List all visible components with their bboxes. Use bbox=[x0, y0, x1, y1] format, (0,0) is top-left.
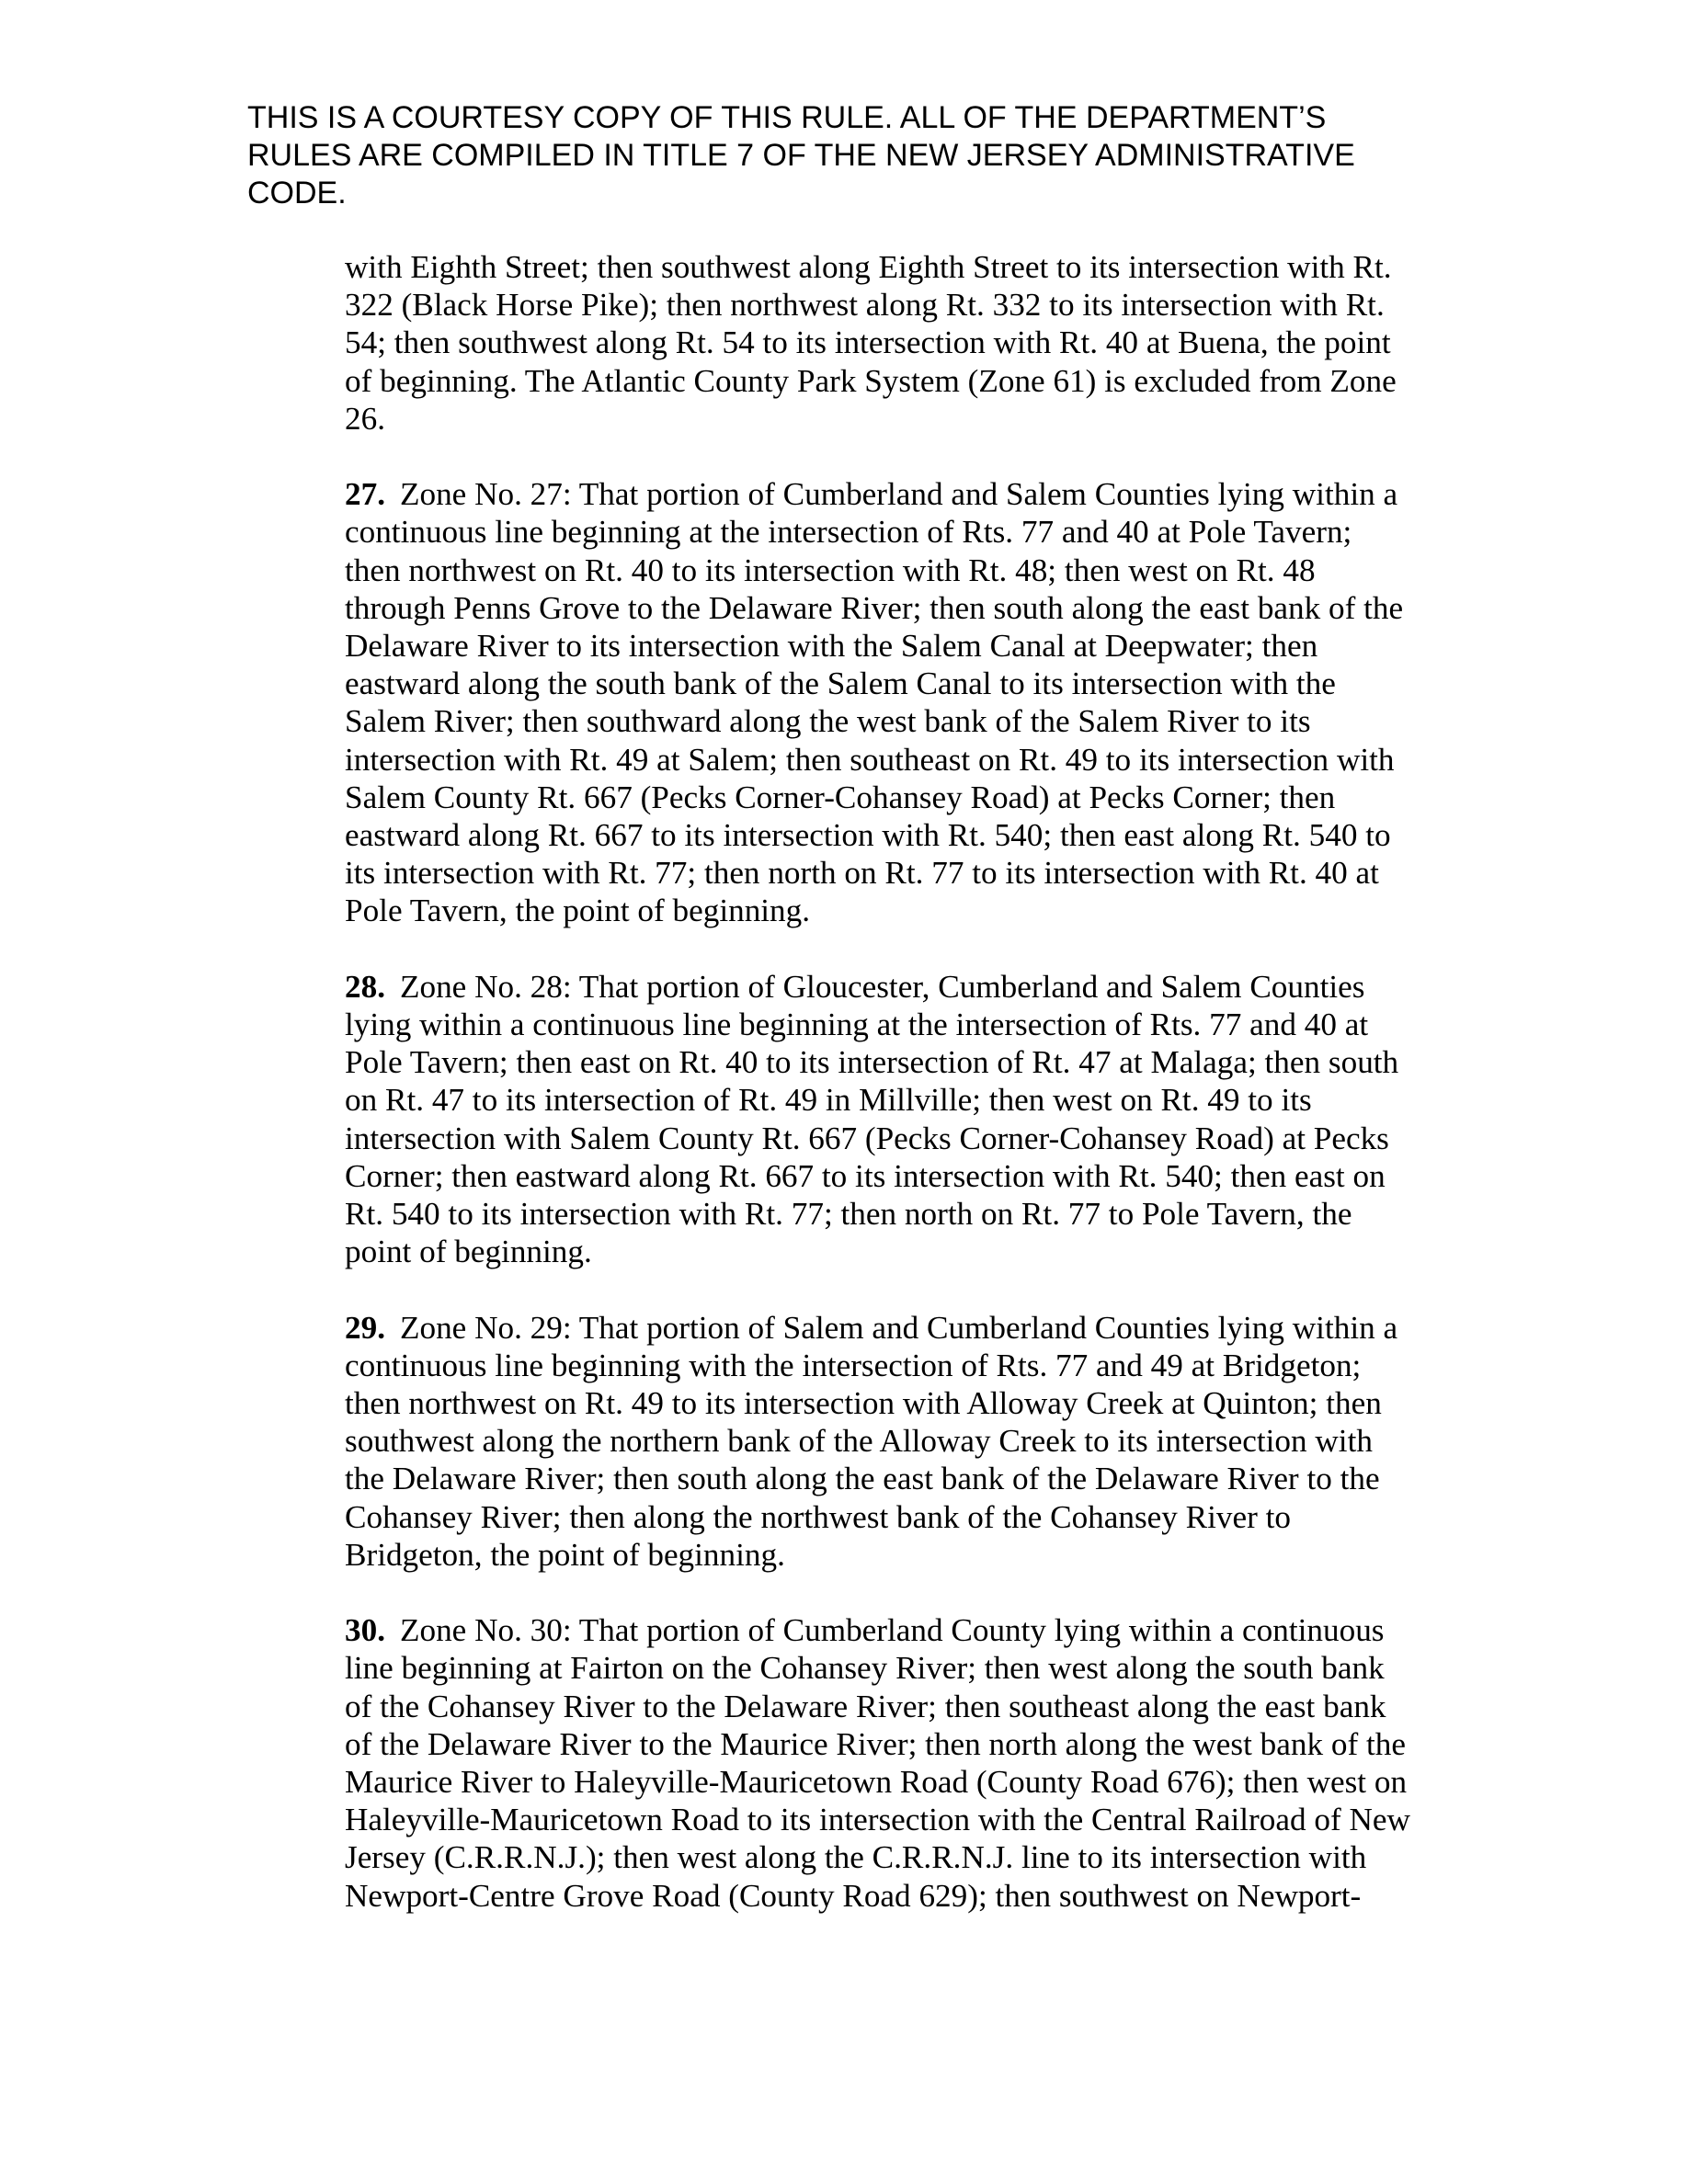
zone-29-paragraph bbox=[345, 1309, 1434, 1574]
header-line: THIS IS A COURTESY COPY OF THIS RULE. ALL OF THE DEPARTMENT’S bbox=[247, 100, 1327, 135]
text-line: line beginning at Fairton on the Cohansey River; then west along the south bank bbox=[345, 1650, 1385, 1687]
text-line bbox=[345, 1611, 1434, 1649]
text-line: through Penns Grove to the Delaware River; then south along the east bank of the bbox=[345, 589, 1404, 626]
text-line bbox=[345, 1309, 1434, 1347]
rule-body bbox=[345, 248, 1434, 1952]
courtesy-notice-header bbox=[247, 99, 1443, 212]
text-line: Maurice River to Haleyville-Mauricetown Road (County Road 676); then west on bbox=[345, 1764, 1408, 1801]
text-line bbox=[345, 475, 1434, 513]
text-line: Salem County Rt. 667 (Pecks Corner-Cohansey Road) at Pecks Corner; then bbox=[345, 779, 1336, 815]
text-line bbox=[345, 968, 1434, 1006]
text-line: Bridgeton, the point of beginning. bbox=[345, 1536, 785, 1573]
text-line: of the Cohansey River to the Delaware River; then southeast along the east bank bbox=[345, 1688, 1386, 1724]
text-line: continuous line beginning at the intersection of Rts. 77 and 40 at Pole Tavern; bbox=[345, 514, 1352, 551]
text-line: then northwest on Rt. 49 to its intersection with Alloway Creek at Quinton; then bbox=[345, 1385, 1382, 1422]
text-line: its intersection with Rt. 77; then north on Rt. 77 to its intersection with Rt. 40 at bbox=[345, 855, 1379, 892]
text-line: southwest along the northern bank of the Alloway Creek to its intersection with bbox=[345, 1423, 1373, 1460]
paragraph-number: 29. bbox=[345, 1309, 385, 1346]
text-line: Corner; then eastward along Rt. 667 to its intersection with Rt. 540; then east on bbox=[345, 1157, 1386, 1194]
header-line: RULES ARE COMPILED IN TITLE 7 OF THE NEW JERSEY ADMINISTRATIVE bbox=[247, 138, 1355, 173]
text-segment: Zone No. 28: That portion of Gloucester, Cumberland and Salem Counties bbox=[399, 968, 1365, 1005]
zone-28-paragraph bbox=[345, 968, 1434, 1271]
text-line: Pole Tavern; then east on Rt. 40 to its intersection of Rt. 47 at Malaga; then south bbox=[345, 1044, 1399, 1081]
text-segment: Zone No. 27: That portion of Cumberland and Salem Counties lying within a bbox=[399, 476, 1398, 513]
text-line: intersection with Rt. 49 at Salem; then southeast on Rt. 49 to its intersection with bbox=[345, 741, 1395, 778]
text-line: Cohansey River; then along the northwest bank of the Cohansey River to bbox=[345, 1498, 1292, 1535]
text-line: Salem River; then southward along the west bank of the Salem River to its bbox=[345, 703, 1311, 740]
header-line: CODE. bbox=[247, 176, 347, 210]
text-line: point of beginning. bbox=[345, 1234, 592, 1270]
paragraph-number: 27. bbox=[345, 476, 385, 513]
text-line: intersection with Salem County Rt. 667 (Pecks Corner-Cohansey Road) at Pecks bbox=[345, 1120, 1389, 1156]
text-line: 322 (Black Horse Pike); then northwest along Rt. 332 to its intersection with Rt. bbox=[345, 287, 1385, 324]
paragraph-number: 28. bbox=[345, 968, 385, 1005]
text-line: Newport-Centre Grove Road (County Road 629); then southwest on Newport- bbox=[345, 1877, 1362, 1914]
text-line: Haleyville-Mauricetown Road to its intersection with the Central Railroad of New bbox=[345, 1802, 1410, 1838]
text-line: then northwest on Rt. 40 to its intersection with Rt. 48; then west on Rt. 48 bbox=[345, 552, 1316, 588]
text-line: Jersey (C.R.R.N.J.); then west along the C.R.R.N.J. line to its intersection with bbox=[345, 1839, 1367, 1876]
text-line: 26. bbox=[345, 400, 385, 437]
text-line: eastward along the south bank of the Salem Canal to its intersection with the bbox=[345, 665, 1336, 702]
text-line: of beginning. The Atlantic County Park System (Zone 61) is excluded from Zone bbox=[345, 362, 1397, 399]
text-line: the Delaware River; then south along the east bank of the Delaware River to the bbox=[345, 1461, 1380, 1497]
zone-26-continuation bbox=[345, 248, 1434, 438]
text-line: 54; then southwest along Rt. 54 to its intersection with Rt. 40 at Buena, the point bbox=[345, 324, 1391, 361]
text-line: eastward along Rt. 667 to its intersection with Rt. 540; then east along Rt. 540 to bbox=[345, 817, 1391, 854]
zone-27-paragraph bbox=[345, 475, 1434, 929]
text-line: of the Delaware River to the Maurice River; then north along the west bank of the bbox=[345, 1725, 1406, 1762]
paragraph-number: 30. bbox=[345, 1612, 385, 1649]
text-segment: Zone No. 30: That portion of Cumberland County lying within a continuous bbox=[399, 1612, 1385, 1649]
text-segment: Zone No. 29: That portion of Salem and Cumberland Counties lying within a bbox=[399, 1309, 1398, 1346]
text-line: with Eighth Street; then southwest along Eighth Street to its intersection with Rt. bbox=[345, 249, 1392, 285]
text-line: lying within a continuous line beginning at the intersection of Rts. 77 and 40 at bbox=[345, 1007, 1369, 1043]
text-line: continuous line beginning with the intersection of Rts. 77 and 49 at Bridgeton; bbox=[345, 1347, 1362, 1383]
text-line: Rt. 540 to its intersection with Rt. 77; then north on Rt. 77 to Pole Tavern, the bbox=[345, 1196, 1352, 1233]
text-line: Pole Tavern, the point of beginning. bbox=[345, 893, 811, 929]
text-line: on Rt. 47 to its intersection of Rt. 49 in Millville; then west on Rt. 49 to its bbox=[345, 1082, 1312, 1119]
zone-30-paragraph bbox=[345, 1611, 1434, 1915]
text-line: Delaware River to its intersection with the Salem Canal at Deepwater; then bbox=[345, 628, 1318, 665]
